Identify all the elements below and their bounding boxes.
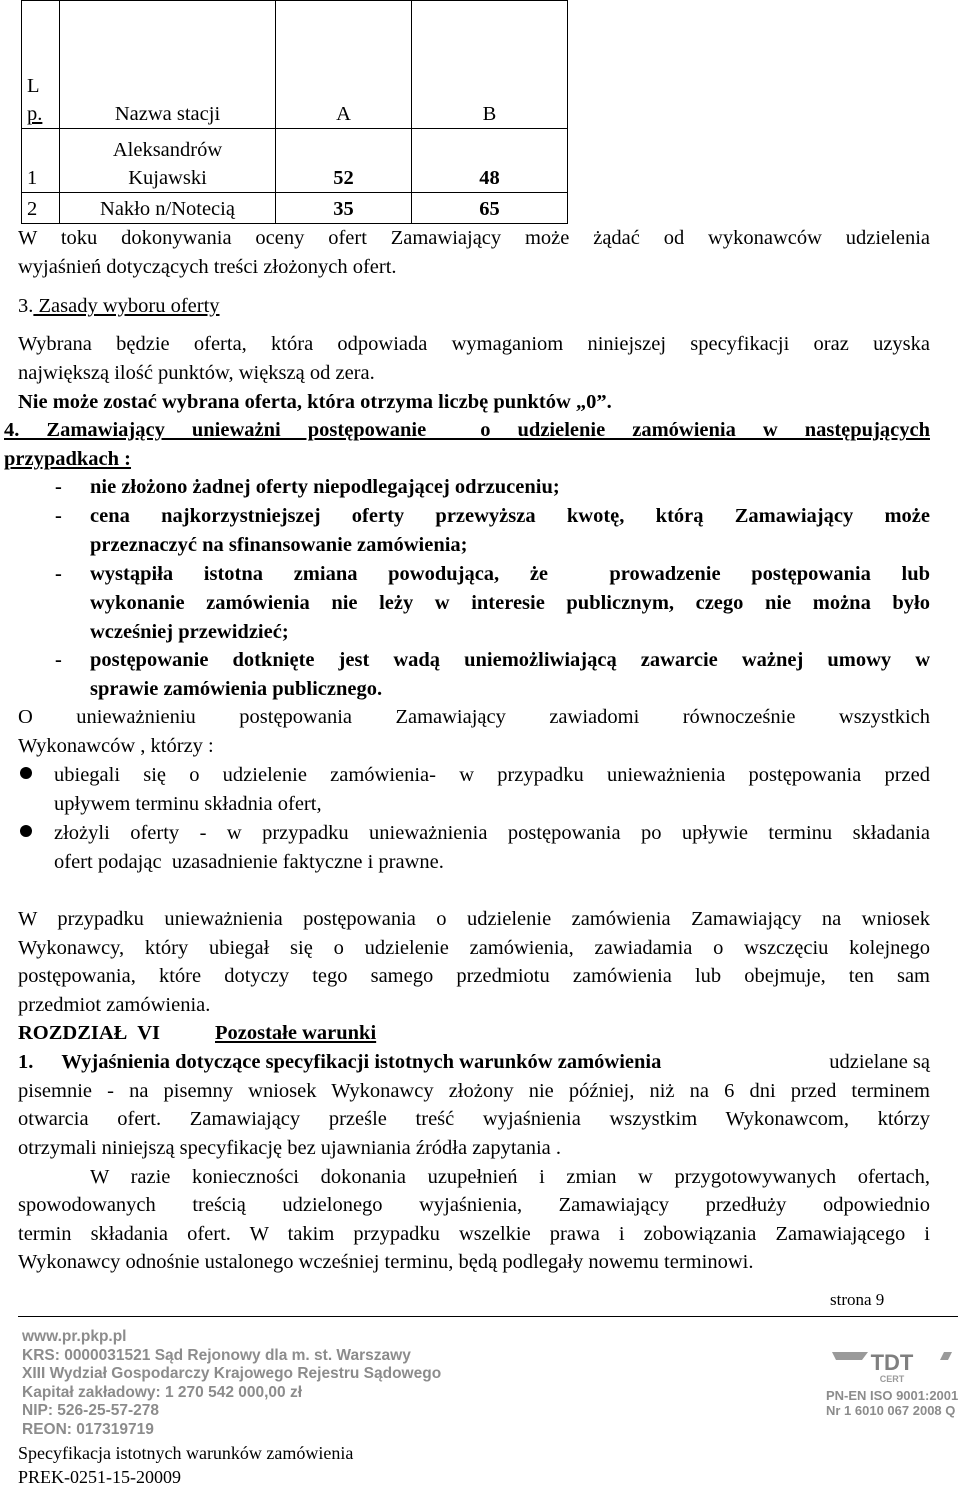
tdt-logo-graphic	[828, 1346, 956, 1384]
list-item: postępowanie dotknięte jest wadą uniemożliwiającą zawarcie ważnej umowy w	[90, 649, 930, 671]
paragraph-line: postępowania, które dotyczy tego samego przedmiotu zamówienia lub obejmuje, ten sam	[18, 965, 930, 987]
cert-line: Nr 1 6010 067 2008 Q	[826, 1403, 956, 1418]
document-id: PREK-0251-15-20009	[18, 1467, 181, 1487]
dash-marker: -	[55, 649, 62, 671]
imprint-line: KRS: 0000031521 Sąd Rejonowy dla m. st. Warszawy	[22, 1346, 411, 1364]
header-a: A	[276, 1, 412, 129]
section-3-bold-note: Nie może zostać wybrana oferta, która otrzyma liczbę punktów „0”.	[18, 391, 612, 413]
paragraph-line: termin składania ofert. W takim przypadku wszelkie prawa i zobowiązania Zamawiającego i	[18, 1223, 930, 1245]
section-1-text-line: otrzymali niniejszą specyfikację bez ujawniania źródła zapytania .	[18, 1137, 561, 1159]
section-title: Zasady wyboru oferty	[33, 295, 220, 317]
header-lp: L p.	[22, 1, 60, 129]
chapter-label: ROZDZIAŁ VI	[18, 1022, 161, 1044]
cell-a: 52	[276, 129, 412, 193]
company-imprint	[22, 1328, 441, 1439]
explanation-text-line: wyjaśnień dotyczących treści złożonych ofert.	[18, 256, 397, 278]
imprint-line: Kapitał zakładowy: 1 270 542 000,00 zł	[22, 1383, 303, 1401]
cell-b: 65	[412, 193, 568, 224]
list-item-cont: sprawie zamówienia publicznego.	[90, 678, 383, 700]
paragraph-line: W przypadku unieważnienia postępowania o udzielenie zamówienia Zamawiający na wniosek	[18, 908, 930, 930]
logo-subtext: CERT	[879, 1374, 905, 1384]
section-3-text-line: największą ilość punktów, większą od zera.	[18, 362, 375, 384]
dash-marker: -	[55, 505, 62, 527]
imprint-line: www.pr.pkp.pl	[22, 1328, 127, 1345]
chapter-title: Pozostałe warunki	[215, 1022, 377, 1044]
table-row	[22, 193, 568, 224]
paragraph-line: przedmiot zamówienia.	[18, 994, 211, 1016]
section-1-text-line: otwarcia ofert. Zamawiający prześle treść wyjaśnienia wszystkim Wykonawcom, którzy	[18, 1108, 930, 1130]
cell-name: Nakło n/Notecią	[60, 193, 276, 224]
section-1-first-line	[18, 1048, 930, 1077]
explanation-text-line: W toku dokonywania oceny ofert Zamawiający może żądać od wykonawców udzielenia	[18, 227, 930, 249]
cell-name: Aleksandrów Kujawski	[60, 129, 276, 193]
section-3-heading	[18, 292, 220, 321]
logo-text: TDT	[870, 1350, 914, 1375]
section-1-text-line: pisemnie - na pisemny wniosek Wykonawcy złożony nie później, niż na 6 dni przed terminem	[18, 1080, 930, 1102]
cell-lp: 2	[22, 193, 60, 224]
paragraph-line: W razie konieczności dokonania uzupełnień i zmian w przygotowywanych ofertach,	[90, 1166, 930, 1188]
list-item: nie złożono żadnej oferty niepodlegającej odrzuceniu;	[90, 476, 560, 498]
page-number: strona 9	[830, 1290, 885, 1309]
cert-line: PN-EN ISO 9001:2001	[826, 1388, 959, 1403]
notice-text-line: Wykonawców , którzy :	[18, 735, 214, 757]
list-item-cont: wcześniej przewidzieć;	[90, 621, 289, 643]
section-3-text-line: Wybrana będzie oferta, która odpowiada wymaganiom niniejszej specyfikacji oraz uzyska	[18, 333, 930, 355]
section-1-bold: Wyjaśnienia dotyczące specyfikacji istotnych warunków zamówienia	[61, 1051, 662, 1073]
list-item: wystąpiła istotna zmiana powodująca, że prowadzenie postępowania lub	[90, 563, 930, 585]
bullet-item-cont: upływem terminu składnia ofert,	[54, 793, 322, 815]
paragraph-line: spowodowanych treścią udzielonego wyjaśnienia, Zamawiający przedłuży odpowiednio	[18, 1194, 930, 1216]
list-item-cont: wykonanie zamówienia nie leży w interesie publicznym, czego nie można było	[90, 592, 930, 614]
section-4-heading-cont: przypadkach :	[4, 448, 132, 470]
imprint-line: REON: 017319719	[22, 1420, 154, 1438]
notice-text-line: O unieważnieniu postępowania Zamawiający zawiadomi równocześnie wszystkich	[18, 706, 930, 728]
cell-b: 48	[412, 129, 568, 193]
section-number: 1.	[18, 1051, 34, 1073]
bullet-item: złożyli oferty - w przypadku unieważnienia postępowania po upływie terminu składania	[54, 822, 930, 844]
section-4-heading: 4. Zamawiający unieważni postępowanie o udzielenie zamówienia w następujących	[4, 419, 930, 441]
imprint-line: NIP: 526-25-57-278	[22, 1402, 159, 1419]
section-number: 3.	[18, 295, 34, 317]
list-item-cont: przeznaczyć na sfinansowanie zamówienia;	[90, 534, 468, 556]
bullet-item: ubiegali się o udzielenie zamówienia- w przypadku unieważnienia postępowania przed	[54, 764, 930, 786]
bullet-dot	[20, 825, 32, 837]
list-item: cena najkorzystniejszej oferty przewyższa kwotę, którą Zamawiający może	[90, 505, 930, 527]
dash-marker: -	[55, 563, 62, 585]
dash-marker: -	[55, 476, 62, 498]
bullet-item-cont: ofert podając uzasadnienie faktyczne i prawne.	[54, 851, 444, 873]
iso-certificate	[826, 1388, 958, 1418]
cell-a: 35	[276, 193, 412, 224]
document-title: Specyfikacja istotnych warunków zamówienia	[18, 1443, 354, 1463]
imprint-line: XIII Wydział Gospodarczy Krajowego Rejestru Sądowego	[22, 1365, 442, 1382]
table-row	[22, 129, 568, 193]
stations-table	[21, 0, 568, 224]
footer-divider	[18, 1316, 958, 1317]
tdt-cert-logo	[828, 1346, 956, 1384]
cell-lp: 1	[22, 129, 60, 193]
table-header-row	[22, 1, 568, 129]
paragraph-line: Wykonawcy odnośnie ustalonego wcześniej terminu, będą podlegały nowemu terminowi.	[18, 1251, 754, 1273]
section-1-text: udzielane są	[829, 1051, 930, 1073]
bullet-dot	[20, 767, 32, 779]
paragraph-line: Wykonawcy, który ubiegał się o udzielenie zamówienia, zawiadamia o wszczęciu kolejnego	[18, 937, 930, 959]
header-name: Nazwa stacji	[60, 1, 276, 129]
header-b: B	[412, 1, 568, 129]
